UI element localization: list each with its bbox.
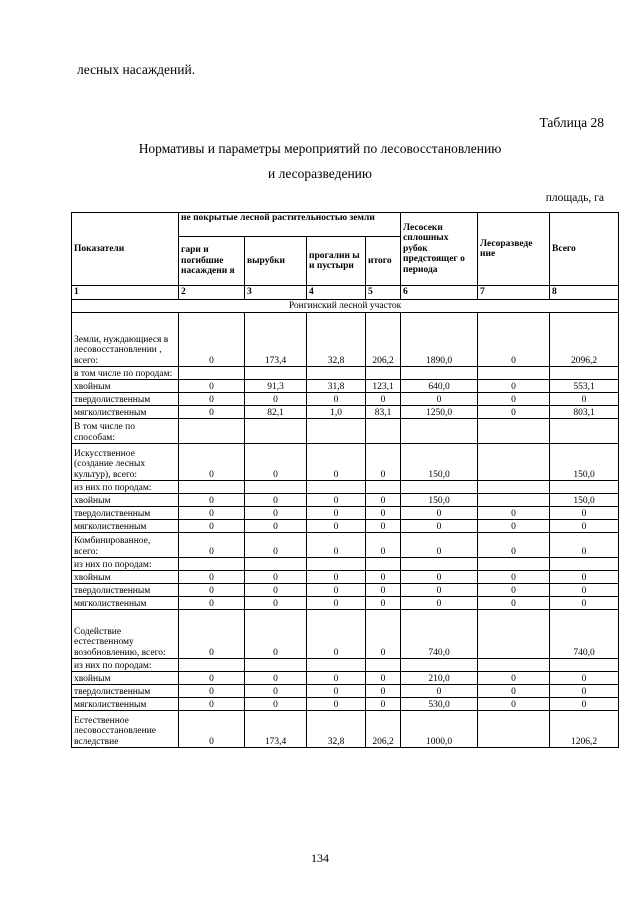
cell-c3: 91,3 xyxy=(245,380,307,393)
cell-c5: 0 xyxy=(366,685,401,698)
cell-c8: 803,1 xyxy=(550,406,619,419)
cell-c8: 150,0 xyxy=(550,494,619,507)
cell-c4 xyxy=(307,419,366,444)
section-title: Ронгинский лесной участок xyxy=(72,300,619,313)
cell-c6: 0 xyxy=(401,533,478,558)
cell-c8: 0 xyxy=(550,507,619,520)
cell-c7 xyxy=(478,610,550,659)
cell-c4 xyxy=(307,659,366,672)
cell-c3 xyxy=(245,367,307,380)
cell-c6: 0 xyxy=(401,597,478,610)
cell-c8: 553,1 xyxy=(550,380,619,393)
cell-c3 xyxy=(245,558,307,571)
cell-c8: 740,0 xyxy=(550,610,619,659)
table-row xyxy=(72,494,619,507)
cell-c8: 150,0 xyxy=(550,444,619,481)
cell-c2: 0 xyxy=(179,494,245,507)
cell-c2: 0 xyxy=(179,393,245,406)
row-label: Земли, нуждающиеся в лесовосстановлении , всего: xyxy=(72,313,179,367)
table-row xyxy=(72,597,619,610)
table-row xyxy=(72,685,619,698)
cell-c5: 0 xyxy=(366,698,401,711)
table-row xyxy=(72,533,619,558)
col-number: 5 xyxy=(366,286,401,300)
row-label: из них по породам: xyxy=(72,558,179,571)
row-label: Естественное лесовосстановление вследствие xyxy=(72,711,179,748)
table-row xyxy=(72,610,619,659)
cell-c2: 0 xyxy=(179,685,245,698)
cell-c3: 0 xyxy=(245,584,307,597)
cell-c2: 0 xyxy=(179,406,245,419)
cell-c8: 0 xyxy=(550,584,619,597)
table-row xyxy=(72,659,619,672)
cell-c6: 740,0 xyxy=(401,610,478,659)
cell-c6: 150,0 xyxy=(401,444,478,481)
table-row xyxy=(72,558,619,571)
cell-c8: 0 xyxy=(550,520,619,533)
cell-c8 xyxy=(550,481,619,494)
cell-c6: 640,0 xyxy=(401,380,478,393)
cell-c2 xyxy=(179,659,245,672)
row-label: твердолиственным xyxy=(72,584,179,597)
header-burned: гари и погибшие насаждени я xyxy=(179,237,245,286)
cell-c4: 0 xyxy=(307,507,366,520)
cell-c4 xyxy=(307,481,366,494)
cell-c3: 0 xyxy=(245,507,307,520)
col-number: 7 xyxy=(478,286,550,300)
header-indicators: Показатели xyxy=(72,213,179,286)
header-not-covered: не покрытые лесной растительностью земли xyxy=(179,213,401,237)
cell-c4: 0 xyxy=(307,444,366,481)
table-row xyxy=(72,367,619,380)
row-label: хвойным xyxy=(72,571,179,584)
cell-c5: 83,1 xyxy=(366,406,401,419)
cell-c3: 0 xyxy=(245,393,307,406)
cell-c8 xyxy=(550,367,619,380)
cell-c3: 0 xyxy=(245,444,307,481)
table-row xyxy=(72,393,619,406)
cell-c5 xyxy=(366,558,401,571)
row-label: в том числе по породам: xyxy=(72,367,179,380)
cell-c2 xyxy=(179,481,245,494)
cell-c3: 0 xyxy=(245,571,307,584)
table-row xyxy=(72,571,619,584)
row-label: Содействие естественному возобновлению, всего: xyxy=(72,610,179,659)
cell-c5: 0 xyxy=(366,610,401,659)
cell-c6: 0 xyxy=(401,507,478,520)
cell-c7 xyxy=(478,711,550,748)
cell-c7 xyxy=(478,481,550,494)
cell-c8: 0 xyxy=(550,672,619,685)
table-row xyxy=(72,419,619,444)
col-number: 3 xyxy=(245,286,307,300)
row-label: хвойным xyxy=(72,672,179,685)
row-label: из них по породам: xyxy=(72,659,179,672)
table-row xyxy=(72,698,619,711)
cell-c8: 0 xyxy=(550,685,619,698)
cell-c4: 0 xyxy=(307,584,366,597)
table-row xyxy=(72,520,619,533)
cell-c2 xyxy=(179,419,245,444)
cell-c7 xyxy=(478,444,550,481)
cell-c4 xyxy=(307,558,366,571)
row-label: твердолиственным xyxy=(72,393,179,406)
cell-c8: 0 xyxy=(550,571,619,584)
header-all: Всего xyxy=(550,213,619,286)
intro-text: лесных насаждений. xyxy=(77,62,196,77)
header-clearings: вырубки xyxy=(245,237,307,286)
cell-c3: 173,4 xyxy=(245,711,307,748)
table-row xyxy=(72,507,619,520)
cell-c6: 1250,0 xyxy=(401,406,478,419)
cell-c7 xyxy=(478,659,550,672)
cell-c6: 150,0 xyxy=(401,494,478,507)
cell-c7: 0 xyxy=(478,406,550,419)
cell-c6: 1000,0 xyxy=(401,711,478,748)
cell-c3: 0 xyxy=(245,520,307,533)
cell-c5 xyxy=(366,659,401,672)
cell-c6: 1890,0 xyxy=(401,313,478,367)
cell-c5: 0 xyxy=(366,393,401,406)
cell-c7: 0 xyxy=(478,698,550,711)
cell-c7 xyxy=(478,367,550,380)
cell-c3: 82,1 xyxy=(245,406,307,419)
cell-c7: 0 xyxy=(478,393,550,406)
norms-table xyxy=(71,212,619,748)
table-row xyxy=(72,672,619,685)
cell-c5 xyxy=(366,481,401,494)
cell-c6: 530,0 xyxy=(401,698,478,711)
cell-c5: 0 xyxy=(366,533,401,558)
cell-c4 xyxy=(307,367,366,380)
cell-c8 xyxy=(550,419,619,444)
cell-c5: 0 xyxy=(366,571,401,584)
row-label: твердолиственным xyxy=(72,685,179,698)
cell-c4: 0 xyxy=(307,685,366,698)
cell-c3: 173,4 xyxy=(245,313,307,367)
cell-c8: 0 xyxy=(550,533,619,558)
row-label: мягколиственным xyxy=(72,698,179,711)
cell-c2: 0 xyxy=(179,313,245,367)
cell-c4: 32,8 xyxy=(307,313,366,367)
cell-c5 xyxy=(366,419,401,444)
cell-c6 xyxy=(401,481,478,494)
cell-c7: 0 xyxy=(478,313,550,367)
cell-c6 xyxy=(401,419,478,444)
cell-c3 xyxy=(245,419,307,444)
cell-c4: 0 xyxy=(307,393,366,406)
row-label: мягколиственным xyxy=(72,597,179,610)
cell-c7 xyxy=(478,494,550,507)
col-number: 2 xyxy=(179,286,245,300)
cell-c8: 1206,2 xyxy=(550,711,619,748)
cell-c2: 0 xyxy=(179,520,245,533)
cell-c3: 0 xyxy=(245,494,307,507)
row-label: из них по породам: xyxy=(72,481,179,494)
header-cutting-areas: Лесосеки сплошных рубок предстоящег о периода xyxy=(401,213,478,286)
cell-c2: 0 xyxy=(179,711,245,748)
cell-c7: 0 xyxy=(478,520,550,533)
col-number: 8 xyxy=(550,286,619,300)
cell-c6: 0 xyxy=(401,571,478,584)
row-label: В том числе по способам: xyxy=(72,419,179,444)
cell-c2: 0 xyxy=(179,571,245,584)
cell-c2 xyxy=(179,558,245,571)
cell-c5: 0 xyxy=(366,507,401,520)
cell-c4: 1,0 xyxy=(307,406,366,419)
cell-c7: 0 xyxy=(478,533,550,558)
cell-c6 xyxy=(401,367,478,380)
cell-c4: 31,8 xyxy=(307,380,366,393)
row-label: хвойным xyxy=(72,380,179,393)
col-number: 4 xyxy=(307,286,366,300)
column-numbers-row xyxy=(72,286,619,300)
cell-c6: 0 xyxy=(401,685,478,698)
cell-c2: 0 xyxy=(179,610,245,659)
cell-c2: 0 xyxy=(179,380,245,393)
cell-c5 xyxy=(366,367,401,380)
cell-c3: 0 xyxy=(245,610,307,659)
cell-c7: 0 xyxy=(478,380,550,393)
row-label: мягколиственным xyxy=(72,520,179,533)
cell-c5: 206,2 xyxy=(366,313,401,367)
cell-c7 xyxy=(478,558,550,571)
table-number: Таблица 28 xyxy=(539,115,604,130)
header-afforestation: Лесоразведе ние xyxy=(478,213,550,286)
cell-c3: 0 xyxy=(245,672,307,685)
table-row xyxy=(72,406,619,419)
cell-c6: 210,0 xyxy=(401,672,478,685)
cell-c7: 0 xyxy=(478,571,550,584)
header-glades: прогалин ы и пустыри xyxy=(307,237,366,286)
cell-c6: 0 xyxy=(401,393,478,406)
cell-c7: 0 xyxy=(478,584,550,597)
cell-c4: 0 xyxy=(307,533,366,558)
page-number: 134 xyxy=(311,851,329,865)
section-row xyxy=(72,300,619,313)
cell-c8: 2096,2 xyxy=(550,313,619,367)
cell-c8 xyxy=(550,558,619,571)
cell-c5: 0 xyxy=(366,584,401,597)
cell-c2: 0 xyxy=(179,672,245,685)
cell-c4: 0 xyxy=(307,520,366,533)
table-row xyxy=(72,313,619,367)
cell-c6 xyxy=(401,558,478,571)
cell-c5: 0 xyxy=(366,520,401,533)
cell-c3 xyxy=(245,481,307,494)
table-title-line-2: и лесоразведению xyxy=(268,166,372,181)
cell-c6: 0 xyxy=(401,520,478,533)
table-row xyxy=(72,481,619,494)
cell-c7: 0 xyxy=(478,685,550,698)
cell-c4: 0 xyxy=(307,672,366,685)
cell-c8 xyxy=(550,659,619,672)
cell-c3 xyxy=(245,659,307,672)
row-label: Комбинированное, всего: xyxy=(72,533,179,558)
cell-c2: 0 xyxy=(179,507,245,520)
cell-c7: 0 xyxy=(478,507,550,520)
cell-c7: 0 xyxy=(478,597,550,610)
cell-c5: 0 xyxy=(366,597,401,610)
row-label: хвойным xyxy=(72,494,179,507)
cell-c3: 0 xyxy=(245,597,307,610)
table-row xyxy=(72,444,619,481)
cell-c4: 0 xyxy=(307,494,366,507)
cell-c2: 0 xyxy=(179,584,245,597)
table-title-line-1: Нормативы и параметры мероприятий по лесовосстановлению xyxy=(138,141,502,156)
cell-c2: 0 xyxy=(179,444,245,481)
cell-c4: 0 xyxy=(307,610,366,659)
table-row xyxy=(72,711,619,748)
col-number: 1 xyxy=(72,286,179,300)
cell-c8: 0 xyxy=(550,698,619,711)
col-number: 6 xyxy=(401,286,478,300)
cell-c3: 0 xyxy=(245,685,307,698)
cell-c2 xyxy=(179,367,245,380)
cell-c4: 0 xyxy=(307,597,366,610)
cell-c8: 0 xyxy=(550,393,619,406)
cell-c5: 0 xyxy=(366,494,401,507)
cell-c7 xyxy=(478,419,550,444)
cell-c5: 0 xyxy=(366,444,401,481)
cell-c3: 0 xyxy=(245,533,307,558)
units-label: площадь, га xyxy=(545,192,604,204)
cell-c4: 0 xyxy=(307,571,366,584)
row-label: мягколиственным xyxy=(72,406,179,419)
cell-c8: 0 xyxy=(550,597,619,610)
cell-c5: 123,1 xyxy=(366,380,401,393)
cell-c4: 0 xyxy=(307,698,366,711)
cell-c7: 0 xyxy=(478,672,550,685)
cell-c4: 32,8 xyxy=(307,711,366,748)
cell-c3: 0 xyxy=(245,698,307,711)
cell-c6 xyxy=(401,659,478,672)
row-label: твердолиственным xyxy=(72,507,179,520)
cell-c2: 0 xyxy=(179,597,245,610)
table-row xyxy=(72,380,619,393)
table-row xyxy=(72,584,619,597)
cell-c6: 0 xyxy=(401,584,478,597)
cell-c5: 0 xyxy=(366,672,401,685)
header-total: итого xyxy=(366,237,401,286)
cell-c5: 206,2 xyxy=(366,711,401,748)
cell-c2: 0 xyxy=(179,698,245,711)
row-label: Искусственное (создание лесных культур), всего: xyxy=(72,444,179,481)
cell-c2: 0 xyxy=(179,533,245,558)
